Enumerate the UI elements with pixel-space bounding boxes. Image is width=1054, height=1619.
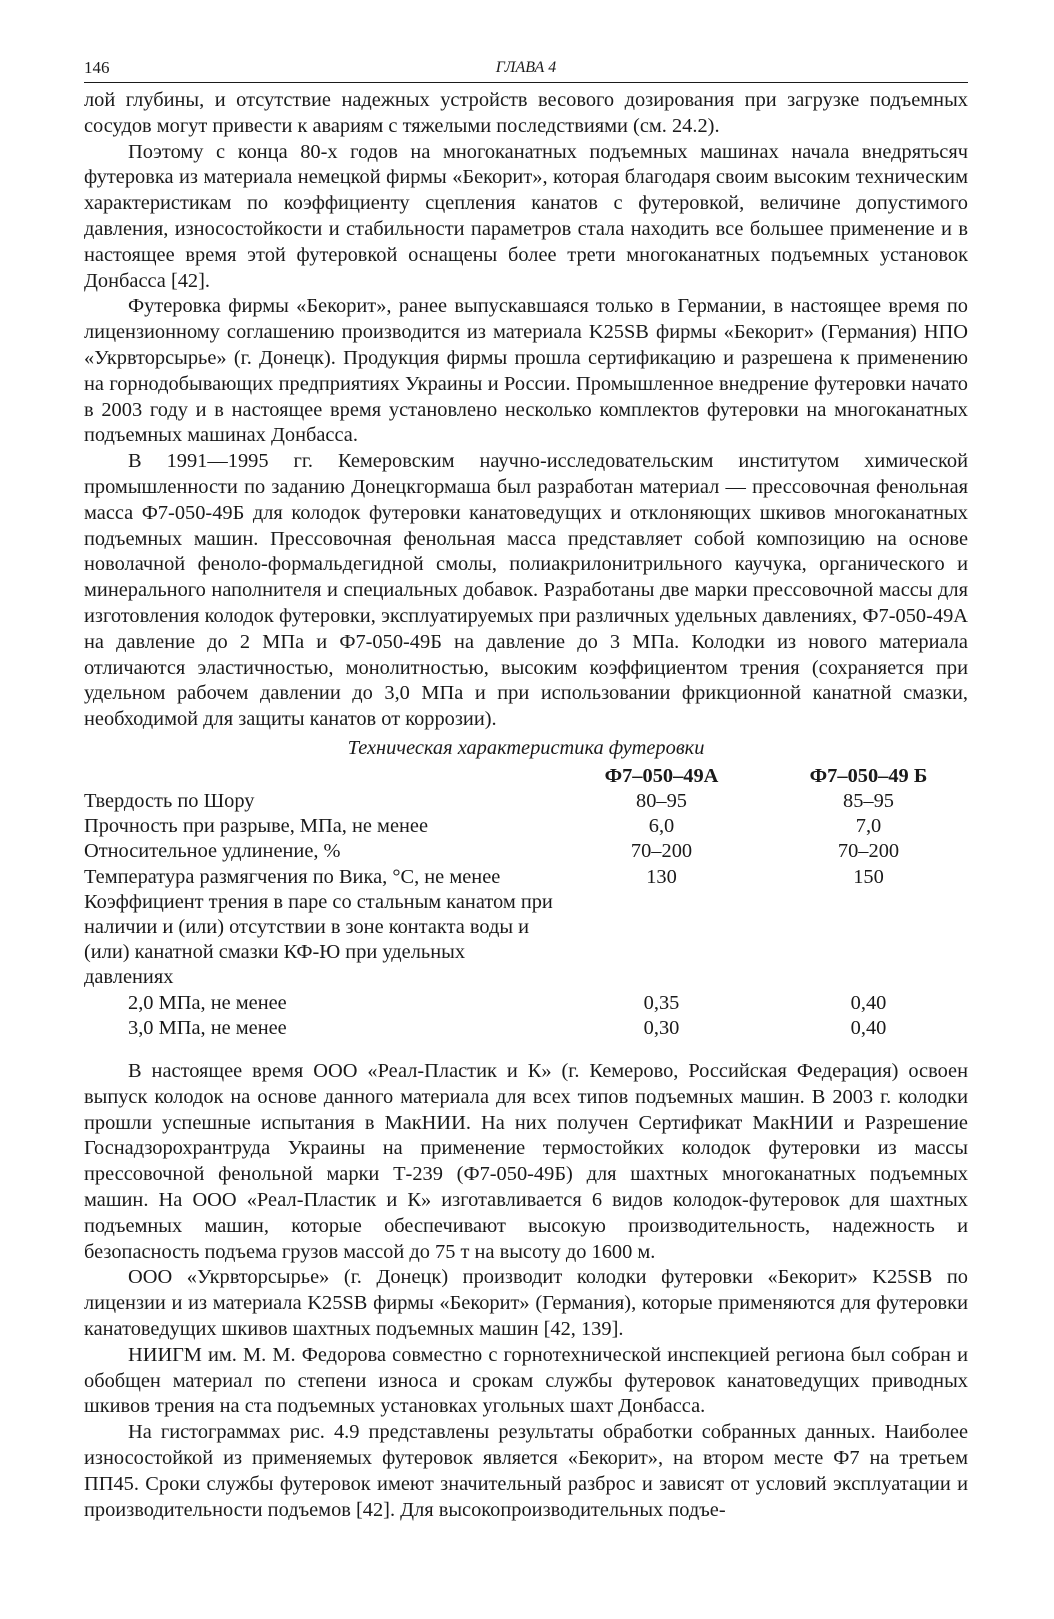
table-row xyxy=(84,890,968,991)
page-header xyxy=(84,58,968,83)
value-b: 150 xyxy=(853,865,884,888)
paragraph: НИИГМ им. М. М. Федорова совместно с горнотехнической инспекцией региона был собран и обобщен материал по степени износа и срокам службы футеровок канатоведущих приводных шкивов трения на ста подъемных установках угольных шахт Донбасса. xyxy=(84,1343,968,1418)
table-row xyxy=(84,1016,968,1041)
paragraph: Поэтому с конца 80-х годов на многоканатных подъемных машинах начала внедрятьсяч футеровка из материала немецкой фирмы «Бекорит», которая благодаря своим высоким техническим характеристикам по коэффициенту сцепления канатов с футеровкой, величине допустимого давления, износостойкости и стабильности параметров стала находить все большее применение и в настоящее время этой футеровкой оснащены более трети многоканатных подъемных установок Донбасса [42]. xyxy=(84,140,968,292)
row-label: Температура размягчения по Вика, °С, не менее xyxy=(84,865,501,888)
value-a xyxy=(554,890,769,991)
table-row xyxy=(84,789,968,814)
text-after-table xyxy=(84,1059,968,1523)
value-b: 7,0 xyxy=(855,815,882,838)
value-b xyxy=(769,890,968,991)
table-row xyxy=(84,991,968,1016)
value-a: 70–200 xyxy=(630,840,693,863)
spec-table xyxy=(84,764,968,1041)
page-number: 146 xyxy=(84,58,110,77)
table-row xyxy=(84,814,968,839)
value-b: 85–95 xyxy=(843,789,894,812)
value-b: 0,40 xyxy=(850,1016,887,1039)
body-text xyxy=(84,88,968,1523)
paragraph: лой глубины, и отсутствие надежных устройств весового дозирования при загрузке подъемных сосудов могут привести к авариям с тяжелыми последствиями (см. 24.2). xyxy=(84,89,968,137)
row-label: Твердость по Шору xyxy=(84,789,255,812)
column-header-a: Ф7–050–49А xyxy=(604,764,719,787)
paragraph: ООО «Укрвторсырье» (г. Донецк) производит колодки футеровки «Бекорит» K25SB по лицензии и из материала K25SB фирмы «Бекорит» (Германия), которые применяются для футеровки канатоведущих шкивов шахтных подъемных машин [42, 139]. xyxy=(84,1266,968,1340)
row-label: 2,0 МПа, не менее xyxy=(128,991,287,1014)
row-label: Прочность при разрыве, МПа, не менее xyxy=(84,815,429,838)
paragraph: В настоящее время ООО «Реал-Пластик и К» (г. Кемерово, Российская Федерация) освоен выпуск колодок на основе данного материала для всех типов подъемных машин. В 2003 г. колодки прошли успешные испытания в МакНИИ. На них получен Сертификат МакНИИ и Разрешение Госнадзорохрантруда Украины на применение термостойких колодок футеровки из массы прессовочной фенольной марки Т-239 (Ф7-050-49Б) для шахтных многоканатных подъемных машин. На ООО «Реал-Пластик и К» изготавливается 6 видов колодок-футеровок для шахтных подъемных машин, которые обеспечивают высокую производительность, надежность и безопасность подъема грузов массой до 75 т на высоту до 1600 м. xyxy=(84,1059,968,1263)
table-caption: Техническая характеристика футеровки xyxy=(347,736,705,759)
paragraph: Футеровка фирмы «Бекорит», ранее выпускавшаяся только в Германии, в настоящее время по лицензионному соглашению производится из материала K25SB фирмы «Бекорит» (Германия) НПО «Укрвторсырье» (г. Донецк). Продукция фирмы прошла сертификацию и разрешена к применению на горнодобывающих предприятиях Украины и России. Промышленное внедрение футеровки начато в 2003 году и в настоящее время установлено несколько комплектов футеровки на многоканатных подъемных машинах Донбасса. xyxy=(84,295,968,447)
value-a: 130 xyxy=(646,865,677,888)
value-a: 6,0 xyxy=(648,815,675,838)
value-b: 70–200 xyxy=(837,840,900,863)
header-label-cell xyxy=(84,764,554,789)
value-b: 0,40 xyxy=(850,991,887,1014)
value-a: 0,35 xyxy=(643,991,680,1014)
table-row xyxy=(84,839,968,864)
value-a: 80–95 xyxy=(636,789,687,812)
value-a: 0,30 xyxy=(643,1016,680,1039)
paragraph: На гистограммах рис. 4.9 представлены результаты обработки собранных данных. Наиболее износостойкой из применяемых футеровок является «Бекорит», на втором месте Ф7 на третьем ПП45. Сроки службы футеровок имеют значительный разброс и зависят от условий эксплуатации и производительности подъемов [42]. Для высокопроизводительных подъе- xyxy=(84,1421,968,1521)
row-label: Относительное удлинение, % xyxy=(84,840,341,863)
running-head: ГЛАВА 4 xyxy=(495,59,557,76)
column-header-b: Ф7–050–49 Б xyxy=(809,764,928,787)
table-row xyxy=(84,865,968,890)
row-label: 3,0 МПа, не менее xyxy=(128,1016,287,1039)
paragraph: В 1991—1995 гг. Кемеровским научно-исследовательским институтом химической промышленности по заданию Донецкгормаша был разработан материал — прессовочная фенольная масса Ф7-050-49Б для колодок футеровки канатоведущих и отклоняющих шкивов многоканатных подъемных машин. Прессовочная фенольная масса представляет собой композицию на основе новолачной феноло-формальдегидной смолы, полиакрилонитрильного каучука, органического и минерального наполнителя и специальных добавок. Разработаны две марки прессовочной массы для изготовления колодок футеровки, эксплуатируемых при различных удельных давлениях, Ф7-050-49А на давление до 2 МПа и Ф7-050-49Б на давление до 3 МПа. Колодки из нового материала отличаются эластичностью, монолитностью, высоким коэффициентом трения (сохраняется при удельном рабочем давлении до 3,0 МПа и при использовании фрикционной канатной смазки, необходимой для защиты канатов от коррозии). xyxy=(84,450,968,731)
row-label: Коэффициент трения в паре со стальным канатом при наличии и (или) отсутствии в зоне контакта воды и (или) канатной смазки КФ-Ю при удельных давлениях xyxy=(84,890,553,989)
table-header-row xyxy=(84,764,968,789)
